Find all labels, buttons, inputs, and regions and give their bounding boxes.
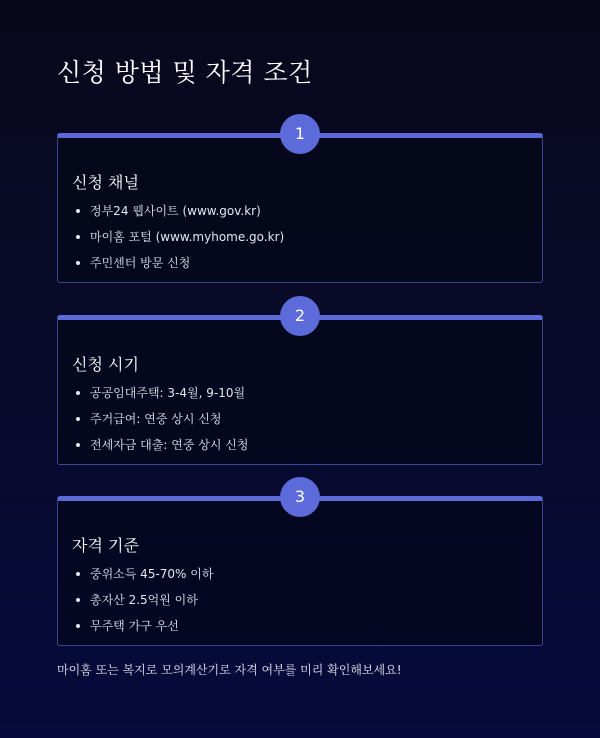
- list-item-text: 중위소득 45-70% 이하: [90, 567, 214, 581]
- footer-note: 마이홈 또는 복지로 모의계산기로 자격 여부를 미리 확인해보세요!: [57, 663, 402, 677]
- list-item: [76, 436, 248, 462]
- list-item: [76, 591, 213, 617]
- step-number-badge: 2: [280, 296, 320, 336]
- card-title: 자격 기준: [72, 536, 139, 555]
- list-item-text: 전세자금 대출: 연중 상시 신청: [90, 438, 249, 452]
- list-item: [76, 384, 248, 410]
- bullet-icon: [76, 443, 80, 447]
- step-card-eligibility: [57, 487, 543, 646]
- list-item: [76, 410, 248, 436]
- card-list: [76, 565, 213, 643]
- list-item-text: 공공임대주택: 3-4월, 9-10월: [90, 386, 246, 400]
- list-item-text: 정부24 웹사이트 (www.gov.kr): [90, 204, 261, 218]
- bullet-icon: [76, 417, 80, 421]
- list-item-text: 무주택 가구 우선: [90, 619, 179, 633]
- list-item-text: 총자산 2.5억원 이하: [90, 593, 198, 607]
- bullet-icon: [76, 391, 80, 395]
- list-item: [76, 617, 213, 643]
- card-list: [76, 202, 284, 280]
- page-title: 신청 방법 및 자격 조건: [57, 58, 313, 87]
- card-title: 신청 채널: [72, 173, 139, 192]
- step-number-badge: 1: [280, 114, 320, 154]
- step-card-apply-channels: [57, 124, 543, 283]
- list-item-text: 주거급여: 연중 상시 신청: [90, 412, 222, 426]
- list-item-text: 마이홈 포털 (www.myhome.go.kr): [90, 230, 285, 244]
- list-item: [76, 202, 284, 228]
- bullet-icon: [76, 209, 80, 213]
- card-list: [76, 384, 248, 462]
- bullet-icon: [76, 261, 80, 265]
- bullet-icon: [76, 572, 80, 576]
- list-item: [76, 254, 284, 280]
- bullet-icon: [76, 235, 80, 239]
- step-number-badge: 3: [280, 477, 320, 517]
- list-item: [76, 228, 284, 254]
- step-card-apply-period: [57, 306, 543, 465]
- bullet-icon: [76, 598, 80, 602]
- list-item-text: 주민센터 방문 신청: [90, 256, 191, 270]
- card-title: 신청 시기: [72, 355, 139, 374]
- list-item: [76, 565, 213, 591]
- bullet-icon: [76, 624, 80, 628]
